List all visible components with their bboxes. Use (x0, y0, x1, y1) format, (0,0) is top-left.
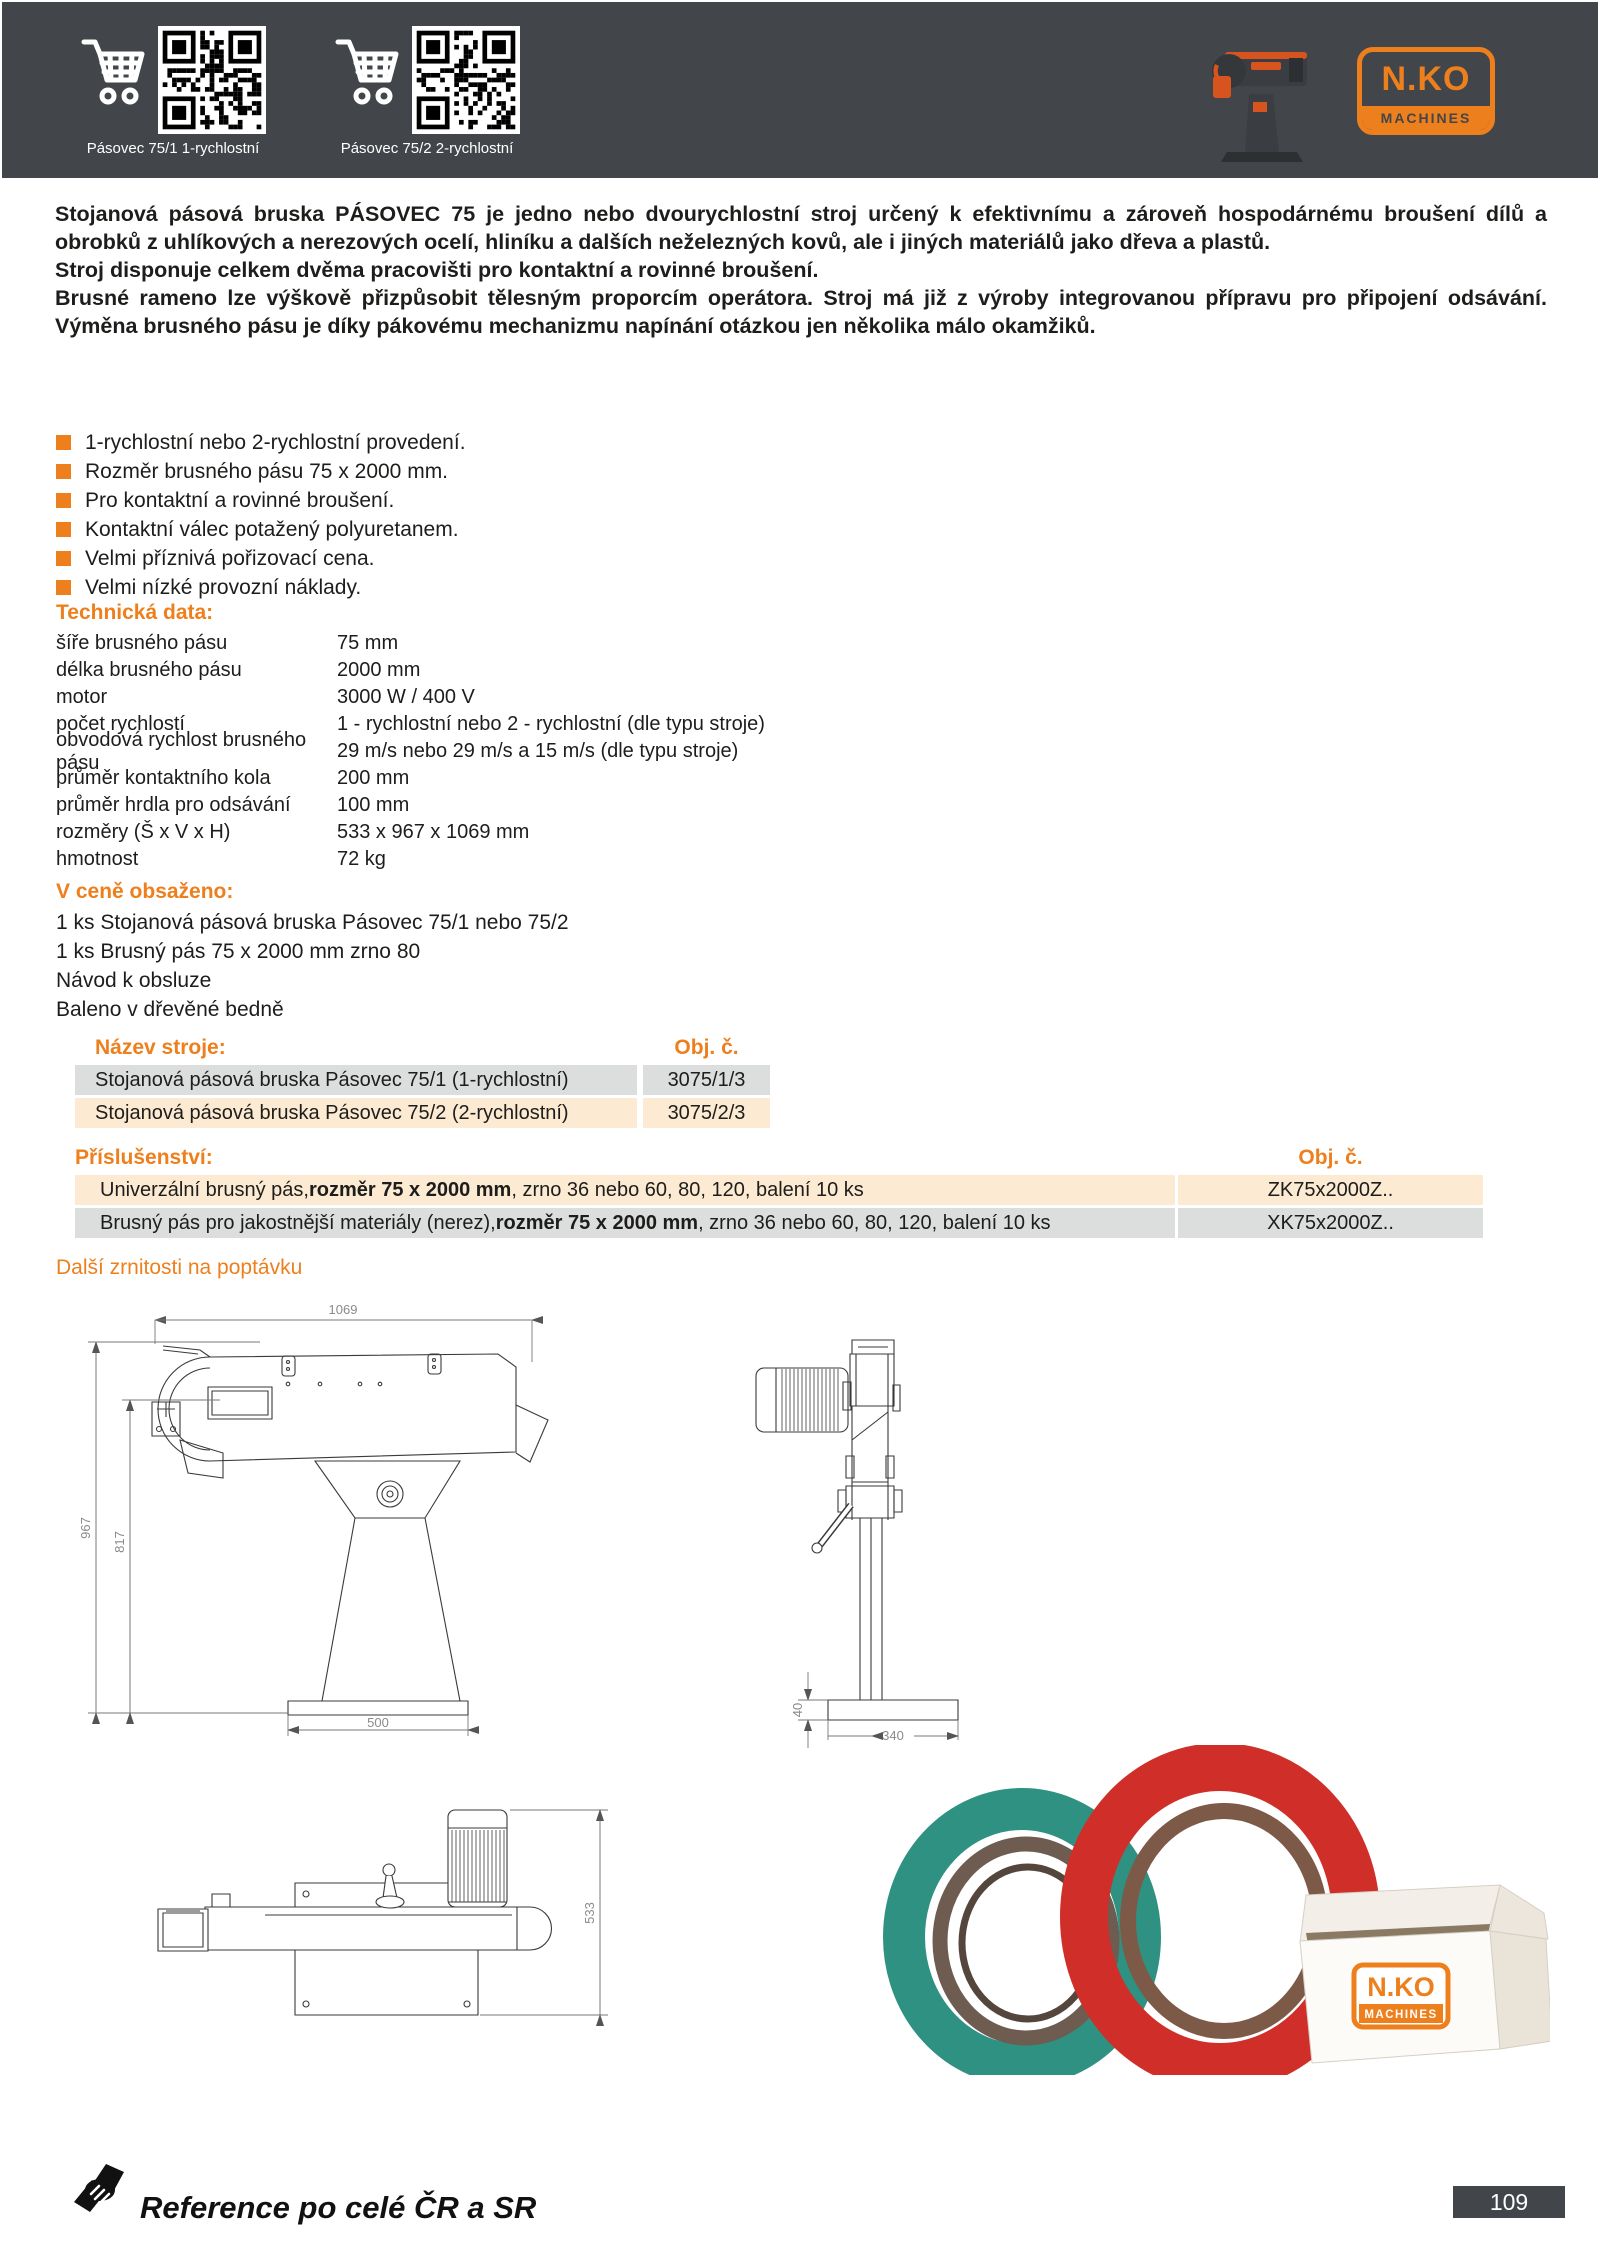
bullet-square-icon (56, 464, 71, 479)
tech-row: rozměry (Š x V x H) 533 x 967 x 1069 mm (56, 821, 530, 843)
included-item: 1 ks Stojanová pásová bruska Pásovec 75/1 nebo 75/2 (56, 911, 569, 934)
machine-photo (1205, 24, 1319, 168)
order-number: 3075/2/3 (643, 1098, 770, 1128)
tech-row: šíře brusného pásu 75 mm (56, 632, 399, 654)
intro-text (55, 200, 1547, 340)
qr-label: Pásovec 75/2 2-rychlostní (340, 140, 514, 157)
qr-label: Pásovec 75/1 1-rychlostní (86, 140, 260, 157)
order-number: 3075/1/3 (643, 1065, 770, 1095)
intro-paragraph-1: Stojanová pásová bruska PÁSOVEC 75 je jedno nebo dvourychlostní stroj určený k efektivnímu a zároveň hospodárnému broušení dílů a obrobků z uhlíkových a nerezových ocelí, hliníku a dalších neželezných kovů, ale i jiných materiálů jako dřeva a plastů. (55, 202, 1547, 254)
bullet-square-icon (56, 580, 71, 595)
drawing-side-view (60, 1290, 620, 1742)
machines-table-name-header: Název stroje: (95, 1036, 226, 1059)
page-number: 109 (1453, 2186, 1565, 2218)
accessories-table-order-header: Obj. č. (1298, 1146, 1363, 1169)
table-row: Stojanová pásová bruska Pásovec 75/1 (1-rychlostní) 3075/1/3 (75, 1065, 770, 1095)
handshake-icon (66, 2158, 132, 2224)
dim-base-height-label: 40 (790, 1702, 805, 1718)
dim-height-total-label: 967 (78, 1517, 93, 1539)
order-number: ZK75x2000Z.. (1178, 1175, 1483, 1205)
cart-icon[interactable] (80, 34, 146, 114)
table-row: Brusný pás pro jakostnější materiály (nerez), rozměr 75 x 2000 mm , zrno 36 nebo 60, 80, 120, balení 10 ks XK75x2000Z.. (75, 1208, 1483, 1238)
svg-text:N.KO: N.KO (1367, 1972, 1435, 2002)
dim-base-width-label: 340 (882, 1728, 904, 1743)
bullet-square-icon (56, 551, 71, 566)
bullet-square-icon (56, 435, 71, 450)
feature-list (56, 428, 466, 602)
dim-width-label: 533 (582, 1902, 597, 1924)
header-bar (2, 2, 1598, 178)
table-row: Univerzální brusný pás, rozměr 75 x 2000 mm , zrno 36 nebo 60, 80, 120, balení 10 ks ZK75x2000Z.. (75, 1175, 1483, 1205)
bullet-square-icon (56, 522, 71, 537)
bullet-square-icon (56, 493, 71, 508)
drawing-front-view (700, 1290, 1050, 1750)
tech-row: obvodová rychlost brusného pásu 29 m/s nebo 29 m/s a 15 m/s (dle typu stroje) (56, 728, 739, 774)
accessories-table-name-header: Příslušenství: (75, 1146, 213, 1169)
shop-group-pasovec-75-1 (80, 26, 266, 157)
intro-paragraph-3: Brusné rameno lze výškově přizpůsobit tělesným proporcím operátora. Stroj má již z výroby integrovanou přípravu pro připojení odsávání. Výměna brusného pásu je díky pákovému mechanizmu napínání otázkou jen několika málo okamžiků. (55, 286, 1547, 338)
feature-item: Velmi nízké provozní náklady. (56, 573, 466, 602)
qr-code-pasovec-75-2[interactable] (412, 26, 520, 134)
included-heading: V ceně obsaženo: (56, 880, 234, 903)
machines-table (75, 1034, 770, 1128)
drawing-top-view (100, 1790, 640, 2060)
dim-height-table-label: 817 (112, 1531, 127, 1553)
order-number: XK75x2000Z.. (1178, 1208, 1483, 1238)
svg-text:MACHINES: MACHINES (1364, 2009, 1438, 2021)
shop-group-pasovec-75-2 (334, 26, 520, 157)
qr-code-pasovec-75-1[interactable] (158, 26, 266, 134)
reference-text: Reference po celé ČR a SR (140, 2190, 537, 2225)
feature-item: 1-rychlostní nebo 2-rychlostní provedení. (56, 428, 466, 457)
box-logo (1354, 1965, 1448, 2027)
tech-row: hmotnost 72 kg (56, 848, 386, 870)
tech-row: počet rychlostí 1 - rychlostní nebo 2 - rychlostní (dle typu stroje) (56, 713, 765, 735)
dim-base-label: 500 (367, 1715, 389, 1730)
accessories-table (75, 1144, 1483, 1238)
grit-note: Další zrnitosti na poptávku (56, 1256, 303, 1279)
machines-table-order-header: Obj. č. (674, 1036, 739, 1059)
tech-row: průměr kontaktního kola 200 mm (56, 767, 410, 789)
feature-item: Velmi příznivá pořizovací cena. (56, 544, 466, 573)
tech-row: motor 3000 W / 400 V (56, 686, 475, 708)
tech-row: průměr hrdla pro odsávání 100 mm (56, 794, 410, 816)
brand-logo (1357, 47, 1495, 135)
included-item: 1 ks Brusný pás 75 x 2000 mm zrno 80 (56, 940, 421, 963)
included-item: Baleno v dřevěné bedně (56, 998, 284, 1021)
included-item: Návod k obsluze (56, 969, 212, 992)
tech-data-heading: Technická data: (56, 601, 214, 624)
intro-paragraph-2: Stroj disponuje celkem dvěma pracovišti pro kontaktní a rovinné broušení. (55, 258, 819, 282)
cart-icon[interactable] (334, 34, 400, 114)
logo-nko-text: N.KO (1381, 59, 1471, 98)
product-photo (860, 1745, 1550, 2075)
tech-row: délka brusného pásu 2000 mm (56, 659, 421, 681)
feature-item: Rozměr brusného pásu 75 x 2000 mm. (56, 457, 466, 486)
table-row: Stojanová pásová bruska Pásovec 75/2 (2-rychlostní) 3075/2/3 (75, 1098, 770, 1128)
feature-item: Kontaktní válec potažený polyuretanem. (56, 515, 466, 544)
logo-machines-text: MACHINES (1380, 110, 1472, 126)
included-list (56, 908, 569, 1024)
dim-depth-label: 1069 (328, 1302, 358, 1317)
tech-data-table (56, 630, 765, 873)
feature-item: Pro kontaktní a rovinné broušení. (56, 486, 466, 515)
